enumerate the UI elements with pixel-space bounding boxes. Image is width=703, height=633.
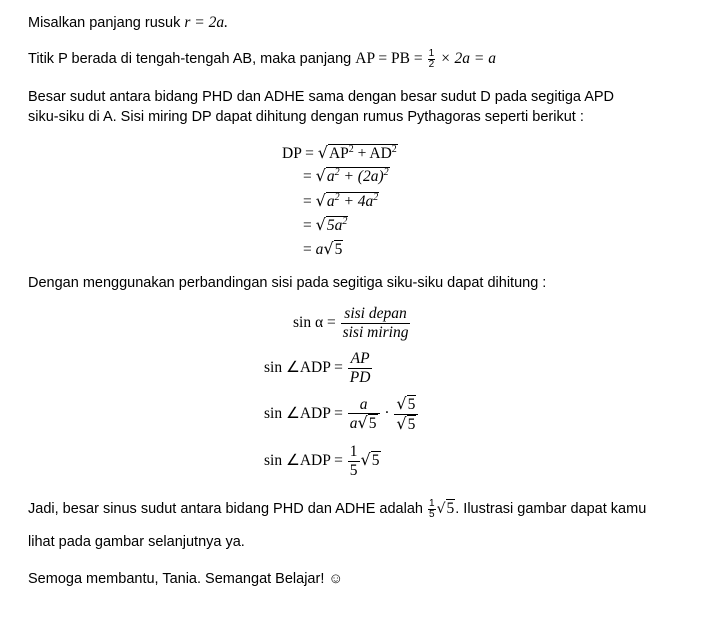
closing-line: Semoga membantu, Tania. Semangat Belajar! ☺ — [28, 571, 344, 587]
midpoint-half-num: 1 — [428, 47, 435, 59]
pythagoras-row-4 — [303, 215, 348, 235]
frac-5: 5 — [349, 461, 358, 479]
exp-1: 2 — [348, 144, 354, 155]
equals-sign: = — [303, 193, 312, 210]
den-a: a — [349, 415, 358, 432]
intro-math: r = 2a. — [184, 14, 228, 31]
sqrt-5: √5 — [323, 239, 343, 258]
sine-fraction-one-fifth — [348, 444, 360, 478]
term-5a: 5a — [326, 217, 343, 234]
para1-line1: Besar sudut antara bidang PHD dan ADHE sama dengan besar sudut D pada segitiga APD — [28, 89, 615, 105]
para1-line2: siku-siku di A. Sisi miring DP dapat dihitung dengan rumus Pythagoras seperti berikut : — [28, 109, 584, 125]
den-sqrt-5: √5 — [357, 413, 377, 432]
sqrt-ap-ad: $√AP^2 + AD^2$ — [317, 143, 397, 162]
sisi-miring: sisi miring — [342, 323, 409, 341]
sqrt-a-2a: $√a^2 + (2a)^2$ — [315, 166, 389, 185]
result-sqrt-5: √5 — [360, 449, 380, 469]
sqrt-5a: $√5a^2$ — [315, 215, 348, 234]
midpoint-text: Titik P berada di tengah-tengah AB, maka panjang — [28, 51, 352, 67]
pythagoras-row-1 — [282, 143, 398, 163]
sine-fraction-root5-over-root5 — [394, 396, 418, 432]
midpoint-half-fraction — [428, 49, 436, 70]
exp-2: 2 — [391, 144, 397, 155]
sine-fraction-words — [341, 306, 411, 340]
pythagoras-row-5 — [303, 239, 343, 259]
para2-line: Dengan menggunakan perbandingan sisi pada segitiga siku-siku dapat dihitung : — [28, 275, 547, 291]
exp-4: 2 — [383, 167, 389, 178]
term-ad: + AD — [353, 145, 392, 162]
equals-sign: = — [303, 217, 312, 234]
exp-7: 2 — [342, 216, 348, 227]
term-4a: + 4a — [339, 193, 374, 210]
num-sqrt-5: √5 — [396, 394, 416, 413]
term-a: a — [326, 168, 335, 185]
intro-text: Misalkan panjang rusuk — [28, 15, 181, 31]
term-2a: + (2a) — [339, 168, 384, 185]
conclusion-den: 5 — [429, 508, 435, 520]
pythagoras-lhs: DP = — [282, 145, 314, 162]
equals-sign: = — [303, 168, 312, 185]
conclusion-sqrt-5: √5 — [436, 500, 455, 517]
sine-row-3 — [264, 396, 419, 432]
term-ap: AP — [328, 145, 349, 162]
midpoint-rest: × 2a = a — [440, 50, 497, 67]
term-a-coef: a — [315, 241, 324, 258]
sine-lhs-adp: sin ∠ADP = — [264, 451, 343, 469]
sine-lhs-adp: sin ∠ADP = — [264, 404, 343, 422]
exp-5: 2 — [334, 192, 340, 203]
sqrt-a-4a: $√a^2 + 4a^2$ — [315, 191, 379, 210]
sine-row-1 — [293, 306, 411, 340]
frac-a: a — [348, 397, 380, 415]
term-a: a — [326, 193, 335, 210]
midpoint-line — [28, 48, 496, 70]
sine-fraction-a-over-a-root5 — [348, 397, 380, 432]
midpoint-half-den: 2 — [428, 58, 435, 70]
conclusion-line-2: lihat pada gambar selanjutnya ya. — [28, 534, 245, 550]
conclusion-text: Jadi, besar sinus sudut antara bidang PHD dan ADHE adalah — [28, 501, 423, 517]
sine-fraction-ap-pd — [348, 351, 373, 385]
frac-ap: AP — [348, 351, 373, 369]
sine-lhs-adp: sin ∠ADP = — [264, 358, 343, 376]
equals-sign: = — [303, 241, 312, 258]
sine-lhs-alpha: sin α = — [293, 313, 336, 331]
sine-row-2 — [264, 351, 373, 385]
den2-sqrt-5: √5 — [396, 413, 416, 433]
sine-row-4 — [264, 444, 381, 478]
sisi-depan: sisi depan — [341, 306, 411, 324]
intro-line — [28, 12, 228, 34]
conclusion-num: 1 — [429, 497, 435, 509]
conclusion-fraction — [428, 499, 436, 520]
exp-6: 2 — [373, 192, 379, 203]
conclusion-line — [28, 498, 646, 520]
exp-3: 2 — [334, 167, 340, 178]
frac-pd: PD — [349, 368, 371, 386]
frac-1: 1 — [349, 443, 358, 460]
midpoint-ap: AP = PB = — [355, 50, 423, 67]
conclusion-rest: . Ilustrasi gambar dapat kamu — [455, 501, 647, 517]
pythagoras-row-2 — [303, 166, 390, 186]
multiply-dot: · — [384, 404, 390, 422]
pythagoras-row-3 — [303, 191, 379, 211]
